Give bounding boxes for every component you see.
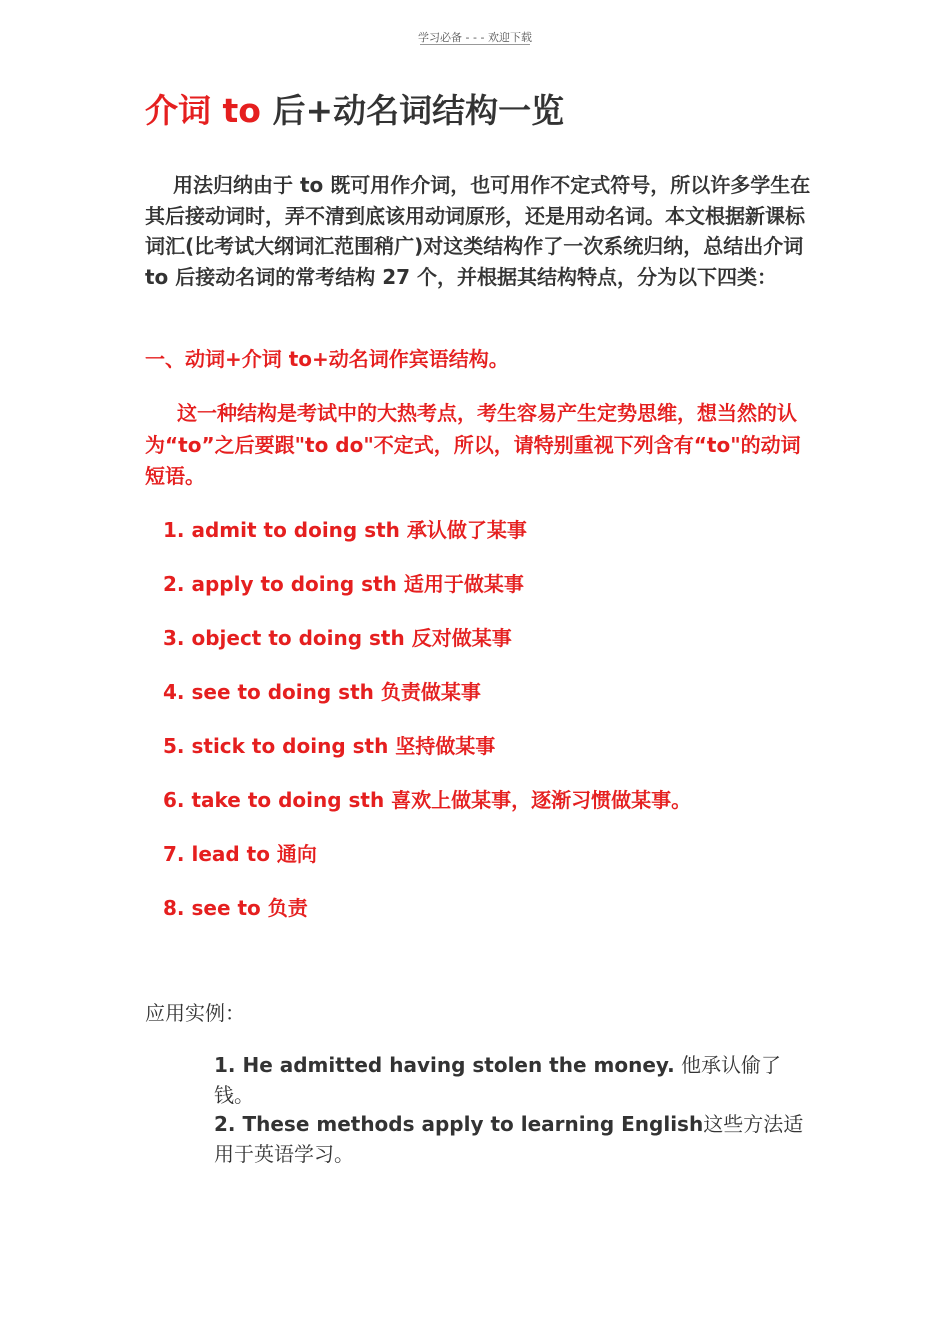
phrase-list (163, 515, 691, 947)
list-item: 7. lead to 通向 (163, 842, 317, 866)
header-divider (420, 44, 530, 45)
title-red-part: 介词 to (145, 91, 273, 130)
list-item: 2. apply to doing sth 适用于做某事 (163, 572, 524, 596)
example-chinese: 他承认偷了钱。 (214, 1053, 782, 1107)
example-english: 2. These methods apply to learning English (214, 1112, 704, 1136)
section-heading: 一、动词+介词 to+动名词作宾语结构。 (145, 347, 509, 371)
document-title (145, 88, 564, 134)
example-english: 1. He admitted having stolen the money. (214, 1053, 675, 1077)
examples-block (214, 1051, 812, 1169)
example-sentence (214, 1051, 812, 1110)
list-item: 5. stick to doing sth 坚持做某事 (163, 734, 496, 758)
example-chinese: 这些方法适用于英语学习。 (214, 1112, 804, 1166)
examples-label: 应用实例： (145, 1001, 245, 1025)
list-item: 4. see to doing sth 负责做某事 (163, 680, 481, 704)
page-header: 学习必备 - - - 欢迎下载 (418, 31, 532, 44)
list-item: 1. admit to doing sth 承认做了某事 (163, 518, 527, 542)
list-item: 8. see to 负责 (163, 896, 308, 920)
list-item: 3. object to doing sth 反对做某事 (163, 626, 512, 650)
example-sentence (214, 1110, 812, 1169)
title-dark-part: 后+动名词结构一览 (272, 91, 565, 130)
intro-paragraph: 用法归纳由于 to 既可用作介词，也可用作不定式符号，所以许多学生在其后接动词时，弄不清到底该用动词原形，还是用动名词。本文根据新课标词汇(比考试大纲词汇范围稍广)对这类结构作了一次系统归纳，总结出介词 to 后接动名词的常考结构 27 个，并根据其结构特点，分为以下四类： (145, 173, 811, 289)
list-item: 6. take to doing sth 喜欢上做某事，逐渐习惯做某事。 (163, 788, 692, 812)
section-description: 这一种结构是考试中的大热考点，考生容易产生定势思维，想当然的认为“to”之后要跟"to do"不定式，所以，请特别重视下列含有“to"的动词短语。 (145, 401, 801, 488)
